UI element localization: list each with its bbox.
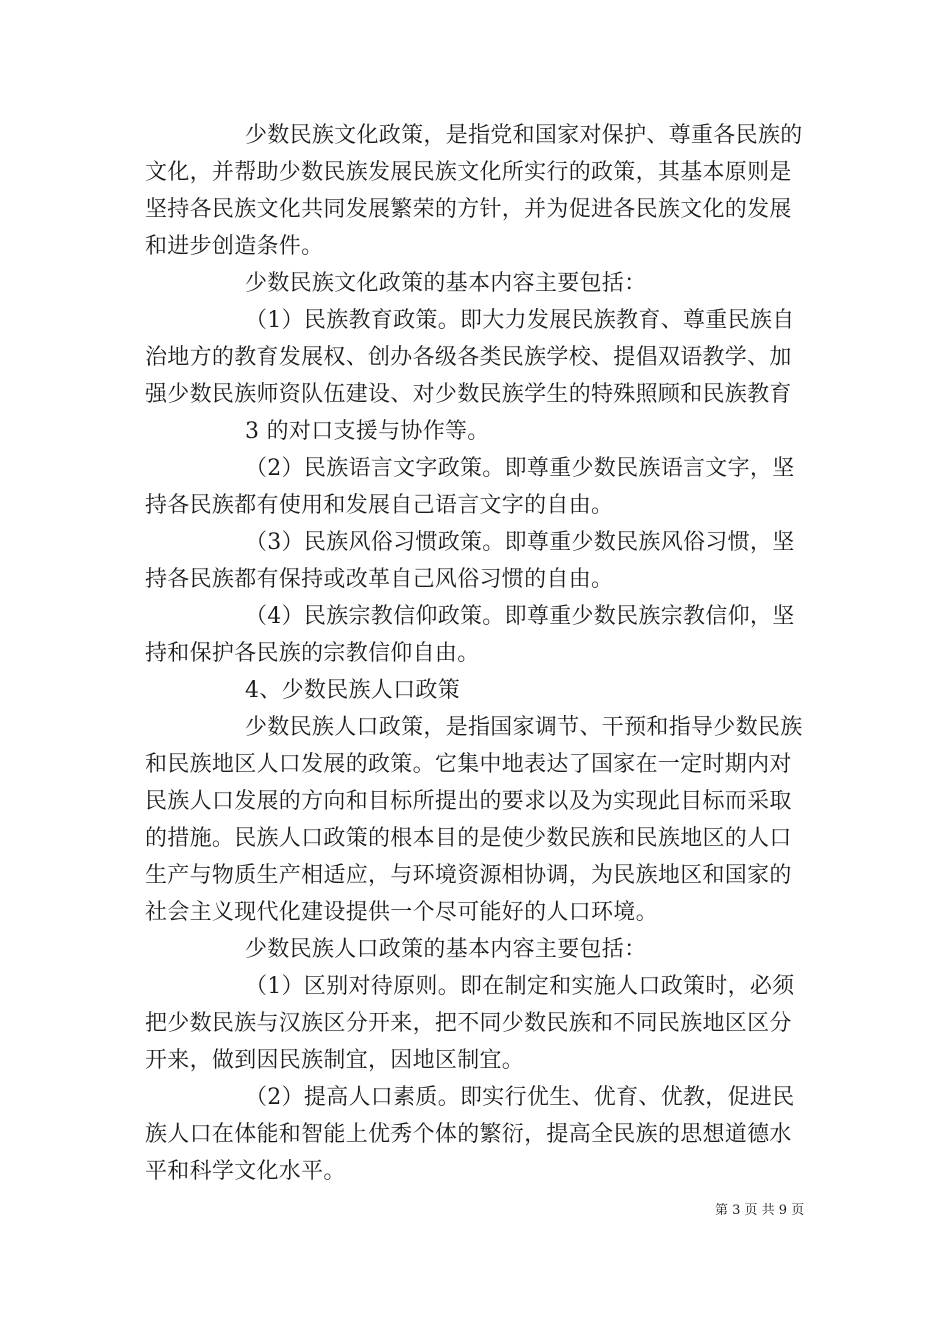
- section-heading: 4、少数民族人口政策: [245, 678, 460, 703]
- text-line: 少数民族文化政策的基本内容主要包括：: [245, 271, 647, 296]
- text-line: 3 的对口支援与协作等。: [245, 419, 490, 444]
- text-line: 和民族地区人口发展的政策。它集中地表达了国家在一定时期内对: [145, 752, 792, 777]
- text-line: 持各民族都有保持或改革自己风俗习惯的自由。: [145, 567, 614, 592]
- text-line: 社会主义现代化建设提供一个尽可能好的人口环境。: [145, 900, 658, 925]
- text-line: 把少数民族与汉族区分开来，把不同少数民族和不同民族地区区分: [145, 1011, 792, 1036]
- text-line: 治地方的教育发展权、创办各级各类民族学校、提倡双语教学、加: [145, 345, 792, 370]
- text-line: 的措施。民族人口政策的根本目的是使少数民族和民族地区的人口: [145, 826, 792, 851]
- text-line: 持和保护各民族的宗教信仰自由。: [145, 641, 480, 666]
- text-line: 族人口在体能和智能上优秀个体的繁衍，提高全民族的思想道德水: [145, 1122, 792, 1147]
- text-line: 坚持各民族文化共同发展繁荣的方针，并为促进各民族文化的发展: [145, 197, 792, 222]
- text-line: 少数民族人口政策的基本内容主要包括：: [245, 937, 647, 962]
- text-line: 开来，做到因民族制宜，因地区制宜。: [145, 1048, 525, 1073]
- text-line: 文化，并帮助少数民族发展民族文化所实行的政策，其基本原则是: [145, 160, 792, 185]
- text-line: 少数民族人口政策，是指国家调节、干预和指导少数民族: [245, 715, 803, 740]
- text-line: 平和科学文化水平。: [145, 1159, 346, 1184]
- text-line: （2）提高人口素质。即实行优生、优育、优教，促进民: [245, 1085, 795, 1110]
- text-line: （1）民族教育政策。即大力发展民族教育、尊重民族自: [245, 308, 795, 333]
- text-line: 和进步创造条件。: [145, 234, 324, 259]
- text-line: 强少数民族师资队伍建设、对少数民族学生的特殊照顾和民族教育: [145, 382, 792, 407]
- text-line: 生产与物质生产相适应，与环境资源相协调，为民族地区和国家的: [145, 863, 792, 888]
- text-line: （2）民族语言文字政策。即尊重少数民族语言文字，坚: [245, 456, 795, 481]
- text-line: 民族人口发展的方向和目标所提出的要求以及为实现此目标而采取: [145, 789, 792, 814]
- text-line: 少数民族文化政策，是指党和国家对保护、尊重各民族的: [245, 123, 803, 148]
- text-line: （1）区别对待原则。即在制定和实施人口政策时，必须: [245, 974, 795, 999]
- page-number-footer: 第 3 页 共 9 页: [715, 1203, 805, 1218]
- text-line: （4）民族宗教信仰政策。即尊重少数民族宗教信仰，坚: [245, 604, 795, 629]
- text-line: （3）民族风俗习惯政策。即尊重少数民族风俗习惯，坚: [245, 530, 795, 555]
- text-line: 持各民族都有使用和发展自己语言文字的自由。: [145, 493, 614, 518]
